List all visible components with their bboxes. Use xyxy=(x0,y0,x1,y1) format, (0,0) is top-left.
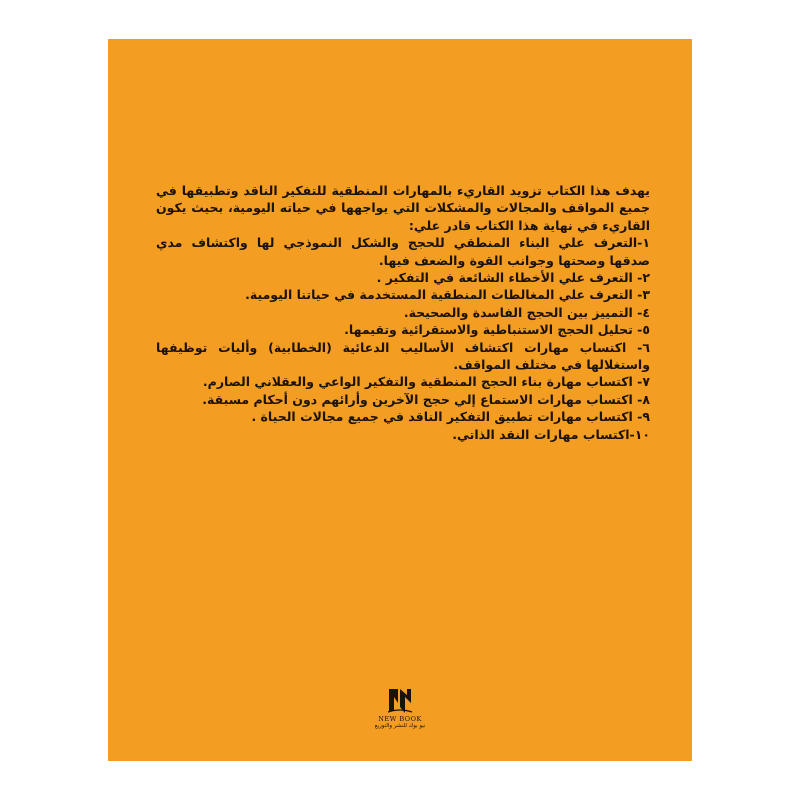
new-book-logo-icon xyxy=(386,685,414,715)
objective-item-6: ٦- اكتساب مهارات اكتشاف الأساليب الدعائية (الخطابية) وأليات توظيفها واستغلالها في مختلف المواقف. xyxy=(156,339,650,373)
intro-paragraph: يهدف هذا الكتاب تزويد القاريء بالمهارات المنطقية للتفكير الناقد وتطبيقها في جميع المواقف والمجالات والمشكلات التي يواجهها في حياته اليومية، بحيث يكون القاريء في نهاية هذا الكتاب قادر علي: xyxy=(156,183,650,233)
objective-item-3: ٣- التعرف علي المغالطات المنطقية المستخدمة في حياتنا اليومية. xyxy=(245,287,650,303)
book-description xyxy=(156,182,650,443)
objective-item-5: ٥- تحليل الحجج الاستنباطية والاستقرائية وتقيمها. xyxy=(344,322,650,338)
objective-item-7: ٧- اكتساب مهارة بناء الحجج المنطقية والتفكير الواعي والعقلاني الصارم. xyxy=(202,374,650,390)
publisher-subtitle: نيو بوك للنشر والتوزيع xyxy=(374,723,426,729)
publisher-logo xyxy=(363,685,437,733)
objective-item-9: ٩- اكتساب مهارات تطبيق التفكير الناقد في جميع مجالات الحياة . xyxy=(251,409,650,425)
objective-item-8: ٨- اكتساب مهارات الاستماع إلي حجج الآخرين وأرائهم دون أحكام مسبقة. xyxy=(202,391,650,407)
objective-item-10: ١٠-اكتساب مهارات النقد الذاتي. xyxy=(452,426,650,442)
objective-item-4: ٤- التمييز بين الحجج الفاسدة والصحيحة. xyxy=(403,304,650,320)
objective-item-2: ٢- التعرف علي الأخطاء الشائعة في التفكير . xyxy=(376,270,650,286)
publisher-name: NEW BOOK xyxy=(378,715,422,723)
objective-item-1: ١-التعرف علي البناء المنطقي للحجج والشكل النموذجي لها واكتشاف مدي صدقها وصحتها وجوانب القوة والضعف فيها. xyxy=(156,235,650,268)
